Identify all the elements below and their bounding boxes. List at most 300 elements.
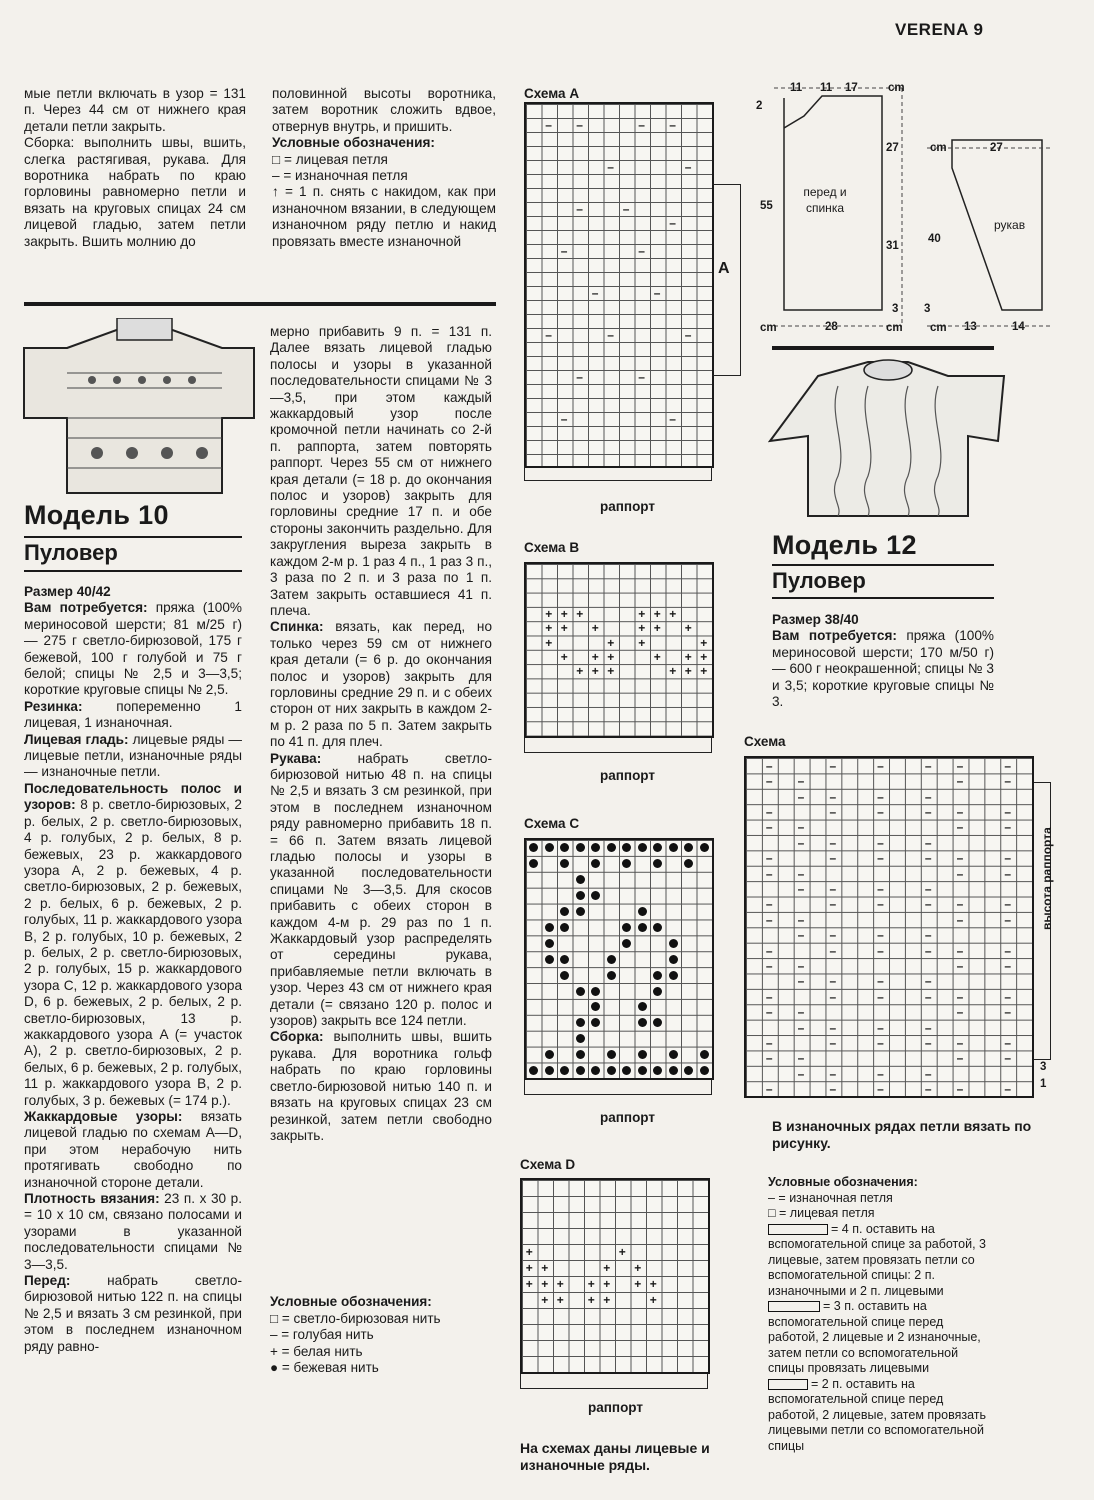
chart-dash-mark: –: [765, 897, 773, 912]
chart-dash-mark: –: [797, 881, 805, 896]
chart-dash-mark: –: [829, 989, 837, 1004]
chart-dash-mark: –: [877, 974, 884, 989]
chart-dot-mark: [545, 1050, 554, 1059]
chart-dash-mark: –: [797, 1005, 805, 1020]
chart-dash-mark: –: [956, 912, 964, 927]
chart-dot-mark: [653, 843, 662, 852]
chart-dash-mark: –: [956, 820, 964, 835]
chart-plus-mark: +: [560, 621, 568, 636]
chart-dot-mark: [576, 1034, 585, 1043]
chart-plus-mark: +: [669, 664, 677, 679]
chart-dash-mark: –: [638, 118, 645, 132]
chart-c-repeat-bracket: [524, 1080, 712, 1095]
dim-sleeve-bottom-unit: cm: [930, 322, 947, 334]
legend-white: + = белая нить: [270, 1343, 363, 1359]
model12-height-label: высота раппорта: [1040, 827, 1054, 930]
stockinette-label: Лицевая гладь:: [24, 731, 129, 747]
chart-dash-mark: –: [765, 851, 773, 866]
chart-dash-mark: –: [560, 244, 568, 258]
chart-dash-mark: –: [797, 1020, 805, 1035]
sequence-text: 8 р. светло-бирюзовых, 2 р. белых, 2 р. светло-бирюзовых, 4 р. голубых, 2 р. белых, 8 р. бежевых, 23 р. жаккардового узора A, 2 р. бежевых, 4 р. светло-бирюзовых, 2 р. бежевых, 2 р. белых, 6 р. бежевых, 2 р. голубых, 11 р. жаккардового узора B, 2 р. голубых, 10 р. бежевых, 2 р. белых, 2 р. светло-бирюзовых, 2 р. голубых, 15 р. жаккардового узора C, 12 р. жаккардового узора D, 6 р. бежевых, 2 р. белых, 2 р. светло-бирюзовых, 13 р. жаккардового узора A (= участок A), 2 р. светло-бирюзовых, 2 р. белых, 6 р. бежевых, 2 р. голубых, 11 р. жаккардового узора B, 2 р. голубых, 3 р. бежевых (= 174 р.).: [24, 797, 242, 1108]
front-text: набрать светло-бирюзовой нитью 122 п. на спицы № 2,5 и вязать 3 см резинкой, при этом в последнем изнаночном ряду равно-: [24, 1273, 242, 1354]
chart-dot-mark: [591, 859, 600, 868]
dim-sleeve-top-unit: cm: [930, 142, 947, 154]
chart-dot-mark: [700, 1066, 709, 1075]
chart-dash-mark: –: [924, 1082, 932, 1097]
chart-dot-mark: [669, 1066, 678, 1075]
chart-dot-mark: [591, 987, 600, 996]
chart-dash-mark: –: [956, 989, 964, 1004]
chart-dash-mark: –: [956, 804, 964, 819]
chart-dash-mark: –: [765, 1035, 773, 1050]
chart-dash-mark: –: [924, 928, 932, 943]
chart-dash-mark: –: [797, 912, 805, 927]
chart-plus-mark: +: [653, 621, 661, 636]
dim-bottom-1: 28: [825, 321, 838, 333]
model12-subtitle-rule: [772, 597, 994, 599]
chart-dash-mark: –: [765, 989, 773, 1004]
chart-dash-mark: –: [765, 774, 773, 789]
sleeve-label: рукав: [994, 218, 1026, 232]
dim-left-1: 2: [756, 100, 763, 112]
back-text: вязать, как перед, но только через 59 см от нижнего края детали (= 6 р. до окончания полос и узоров) закрыть для горловины средние 29 п. и с обеих сторон от них закрыть в каждом 2-м р. 2 раза по 5 п. Затем закрыть по 41 п. для плеч.: [270, 619, 492, 750]
chart-dot-mark: [529, 1066, 538, 1075]
chart-dot-mark: [669, 939, 678, 948]
chart-plus-mark: +: [638, 607, 646, 622]
chart-dash-mark: –: [1004, 1005, 1012, 1020]
chart-dot-mark: [622, 843, 631, 852]
cable-2-symbol-icon: [768, 1379, 808, 1390]
section-divider: [24, 302, 496, 306]
chart-dash-mark: –: [638, 370, 645, 384]
size-label: Размер 40/42: [24, 584, 111, 599]
chart-dash-mark: –: [877, 758, 884, 773]
chart-dash-mark: –: [653, 286, 661, 300]
model12-size: Размер 38/40: [772, 612, 859, 627]
chart-dash-mark: –: [765, 943, 773, 958]
chart-plus-mark: +: [525, 1261, 533, 1275]
front-cont-text: мерно прибавить 9 п. = 131 п. Далее вязать лицевой гладью полосы и узоры в указанной последовательности спицами № 3—3,5, при этом каждый жаккардовый узор после кромочной петли начинать со 2-й п. раппорта, затем повторять раппорт. Через 55 см от нижнего края детали (= 18 р. до окончания полос и узоров) закрыть для горловины средние 17 п. и обе стороны закончить раздельно. Для закругления выреза закрыть в каждом 2-м р. 1 раз 4 п., 1 раз 3 п., 3 раза по 2 п. и 3 раза по 1 п. Затем закрыть оставшиеся 41 п. плеча.: [270, 324, 492, 618]
chart-d-repeat-bracket: [520, 1374, 708, 1389]
chart-dash-mark: –: [576, 118, 583, 132]
chart-dot-mark: [653, 923, 662, 932]
chart-dash-mark: –: [877, 1066, 884, 1081]
chart-dash-mark: –: [924, 804, 932, 819]
chart-dash-mark: –: [877, 1082, 884, 1097]
chart-plus-mark: +: [607, 649, 615, 664]
chart-dash-mark: –: [956, 866, 964, 881]
chart-dash-mark: –: [829, 1035, 837, 1050]
chart-dash-mark: –: [797, 974, 805, 989]
dim-sleeve-side: 40: [928, 233, 941, 245]
chart-dash-mark: –: [765, 820, 773, 835]
chart-dot-mark: [591, 843, 600, 852]
prev-text-3: половинной высоты воротника, затем воротник сложить вдвое, отвернув внутрь, и пришить.: [272, 86, 496, 134]
chart-plus-mark: +: [638, 635, 646, 650]
chart-plus-mark: +: [603, 1277, 611, 1291]
chart-a-bracket: [712, 184, 741, 376]
chart-plus-mark: +: [576, 664, 584, 679]
dim-top-2: 11: [820, 82, 833, 94]
legend-beige: ● = бежевая нить: [270, 1360, 379, 1376]
gauge-label: Плотность вязания:: [24, 1191, 160, 1207]
chart-dot-mark: [653, 1018, 662, 1027]
model12-needs-label: Вам потребуется:: [772, 628, 897, 644]
dim-sleeve-side-2: 3: [924, 303, 931, 315]
chart-d-grid: [520, 1178, 710, 1374]
chart-dot-mark: [638, 843, 647, 852]
legend-light-turquoise: □ = светло-бирюзовая нить: [270, 1310, 441, 1326]
chart-c-caption: раппорт: [600, 1110, 655, 1125]
chart-dot-mark: [576, 987, 585, 996]
chart-dot-mark: [607, 1050, 616, 1059]
chart-dash-mark: –: [797, 820, 805, 835]
legend-cable-2: [768, 1377, 992, 1455]
gauge-text: 23 п. х 30 р. = 10 х 10 см, связано полосами и узорами в указанной последовательности спицами № 3—3,5.: [24, 1191, 242, 1272]
chart-plus-mark: +: [541, 1293, 549, 1307]
chart-dot-mark: [622, 939, 631, 948]
chart-plus-mark: +: [556, 1277, 564, 1291]
chart-plus-mark: +: [649, 1277, 657, 1291]
chart-plus-mark: +: [591, 649, 599, 664]
legend-cable-4-text: = 4 п. оставить на вспомогательной спице за работой, 3 лицевые, затем провязать петли со вспомогательной спицы: 2 п. изнаночными и 2 п. лицевыми: [768, 1221, 986, 1298]
chart-dot-mark: [622, 1066, 631, 1075]
legend-cable-3: [768, 1299, 992, 1377]
body-label: перед и спинка: [803, 185, 847, 215]
legend-cable-3-text: = 3 п. оставить на вспомогательной спице перед работой, 2 лицевые и 2 изнаночные, затем петли со вспомогательной спицы провязать лицевыми: [768, 1299, 981, 1375]
chart-dot-mark: [607, 1066, 616, 1075]
chart-dash-mark: –: [877, 928, 884, 943]
legend-blue: – = голубая нить: [270, 1327, 374, 1343]
chart-dash-mark: –: [924, 1066, 932, 1081]
chart-dot-mark: [560, 923, 569, 932]
chart-dash-mark: –: [765, 1005, 773, 1020]
chart-dash-mark: –: [1004, 820, 1012, 835]
chart-plus-mark: +: [653, 607, 661, 622]
chart-dash-mark: –: [576, 202, 583, 216]
legend-cable-2-text: = 2 п. оставить на вспомогательной спице перед работой, 2 лицевые, затем провязать лицевыми петли со вспомогательной спицы: [768, 1376, 986, 1453]
front-label: Перед:: [24, 1273, 71, 1289]
chart-dash-mark: –: [765, 958, 773, 973]
chart-dot-mark: [669, 971, 678, 980]
chart-dash-mark: –: [877, 943, 884, 958]
chart-d-caption: раппорт: [588, 1400, 643, 1415]
assembly-text: выполнить швы, вшить рукава. Для воротника гольф набрать по краю горловины светло-бирюзовой нитью 140 п. и вязать на круговых спицах 23 см резинкой, затем петли свободно закрыть.: [270, 1029, 492, 1143]
model12-note: В изнаночных рядах петли вязать по рисунку.: [772, 1118, 1032, 1151]
chart-dot-mark: [576, 875, 585, 884]
chart-plus-mark: +: [669, 607, 677, 622]
legend-purl: – = изнаночная петля: [768, 1190, 893, 1205]
chart-plus-mark: +: [634, 1277, 642, 1291]
chart-dash-mark: –: [545, 118, 552, 132]
chart-a-grid: [524, 102, 714, 468]
chart-dot-mark: [545, 939, 554, 948]
chart-d-title: Схема D: [520, 1157, 576, 1172]
chart-b-caption: раппорт: [600, 768, 655, 783]
chart-dash-mark: –: [669, 412, 676, 426]
chart-dash-mark: –: [924, 851, 932, 866]
chart-dot-mark: [669, 1050, 678, 1059]
chart-dash-mark: –: [1004, 851, 1012, 866]
chart-dot-mark: [700, 843, 709, 852]
needs-label: Вам потребуется:: [24, 600, 148, 616]
chart-dash-mark: –: [622, 202, 630, 216]
model10-subtitle: Пуловер: [24, 540, 118, 565]
chart-plus-mark: +: [545, 635, 553, 650]
chart-dash-mark: –: [765, 758, 773, 773]
chart-dash-mark: –: [956, 1005, 964, 1020]
chart-plus-mark: +: [545, 621, 553, 636]
chart-dash-mark: –: [797, 774, 805, 789]
prev-text-2: Сборка: выполнить швы, вшить, слегка растягивая, рукава. Для воротника набрать по краю горловины равномерно петли и вязать на круговых спицах 24 см лицевой гладью, затем петли закрыть. Вшить молнию до: [24, 135, 246, 249]
jacquard-label: Жаккардовые узоры:: [24, 1109, 183, 1124]
jacquard-text: вязать лицевой гладью по схемам A—D, при этом нерабочую нить протягивать свободно по изнаночной стороне детали.: [24, 1109, 242, 1190]
chart-dash-mark: –: [765, 912, 773, 927]
chart-plus-mark: +: [700, 664, 708, 679]
prev-article-col2: [272, 86, 496, 250]
chart-dash-mark: –: [797, 958, 805, 973]
chart-dot-mark: [576, 907, 585, 916]
dim-right-1: 27: [886, 142, 899, 154]
chart-dash-mark: –: [797, 866, 805, 881]
chart-dash-mark: –: [684, 160, 692, 174]
chart-dash-mark: –: [829, 881, 837, 896]
chart-plus-mark: +: [545, 607, 553, 622]
chart-dash-mark: –: [638, 244, 645, 258]
model12-title: Модель 12: [772, 530, 917, 560]
chart-plus-mark: +: [649, 1293, 657, 1307]
chart-a-title: Схема A: [524, 86, 580, 101]
chart-dash-mark: –: [1004, 912, 1012, 927]
model12-text: [772, 612, 994, 710]
chart-plus-mark: +: [653, 649, 661, 664]
chart-dot-mark: [529, 859, 538, 868]
model12-needs: пряжа (100% мериносовой шерсти; 170 м/50 г) — 600 г неокрашенной; спицы № 3 и 3,5; короткие круговые спицы № 3.: [772, 628, 994, 710]
chart-dash-mark: –: [956, 851, 964, 866]
model10-legend: [270, 1294, 492, 1377]
chart-plus-mark: +: [607, 664, 615, 679]
chart-dash-mark: –: [956, 758, 964, 773]
chart-dash-mark: –: [829, 1020, 837, 1035]
chart-dash-mark: –: [797, 835, 805, 850]
legend-cable-4: [768, 1222, 992, 1300]
back-label: Спинка:: [270, 619, 324, 635]
chart-dot-mark: [576, 1018, 585, 1027]
chart-dash-mark: –: [924, 974, 932, 989]
chart-dash-mark: –: [829, 943, 837, 958]
chart-dot-mark: [576, 1050, 585, 1059]
chart-dot-mark: [529, 843, 538, 852]
chart-dot-mark: [653, 859, 662, 868]
prev-legend-3: ↑ = 1 п. снять с накидом, как при изнаночном вязании, в следующем изнаночном ряду петлю и накид провязать вместе изнаночной: [272, 184, 496, 249]
chart-dash-mark: –: [1004, 1051, 1012, 1066]
chart-plus-mark: +: [525, 1277, 533, 1291]
prev-text-1: мые петли включать в узор = 131 п. Через 44 см от нижнего края детали петли закрыть.: [24, 86, 246, 134]
chart-plus-mark: +: [587, 1293, 595, 1307]
chart-plus-mark: +: [607, 635, 615, 650]
chart-dot-mark: [591, 1002, 600, 1011]
prev-legend-title: Условные обозначения:: [272, 135, 435, 151]
legend-knit: □ = лицевая петля: [768, 1206, 875, 1220]
dim-sleeve-bottom-2: 14: [1012, 321, 1025, 333]
sweater-model10-illustration: [22, 318, 260, 494]
dim-right-unit: cm: [886, 322, 903, 334]
chart-plus-mark: +: [541, 1261, 549, 1275]
model12-title-rule: [772, 564, 994, 566]
chart-plus-mark: +: [618, 1245, 626, 1259]
model12-row-1: 1: [1040, 1078, 1047, 1090]
chart-dot-mark: [669, 843, 678, 852]
chart-dash-mark: –: [956, 1082, 964, 1097]
sequence-label: Последовательность полос и узоров:: [24, 780, 242, 813]
sleeves-text: набрать светло-бирюзовой нитью 48 п. на спицы № 2,5 и вязать 3 см резинкой, при этом в последнем изнаночном ряду равномерно прибавить 18 п. = 66 п. Затем вязать лицевой гладью полосы и узоры в указанной последовательности спицами № 3—3,5. Для скосов прибавить с обеих сторон в каждом 4-м р. 29 раз по 1 п. Жаккардовый узор распределять от середины рукава, прибавляемые петли включать в узор. Через 43 см от нижнего края детали (= связано 120 р. полос и узоров) закрыть все 124 петли.: [270, 750, 492, 1029]
chart-plus-mark: +: [634, 1261, 642, 1275]
chart-dash-mark: –: [797, 928, 805, 943]
chart-dash-mark: –: [829, 804, 837, 819]
dim-sleeve-bottom-1: 13: [964, 321, 977, 333]
chart-plus-mark: +: [684, 649, 692, 664]
chart-dot-mark: [684, 859, 693, 868]
chart-dash-mark: –: [924, 789, 932, 804]
chart-plus-mark: +: [525, 1245, 533, 1259]
prev-article-col1: [24, 86, 246, 250]
chart-dash-mark: –: [829, 1082, 837, 1097]
chart-dash-mark: –: [684, 328, 692, 342]
chart-dash-mark: –: [877, 897, 884, 912]
chart-dot-mark: [560, 955, 569, 964]
chart-dash-mark: –: [924, 1035, 932, 1050]
chart-dot-mark: [607, 843, 616, 852]
chart-dash-mark: –: [576, 370, 583, 384]
chart-dash-mark: –: [607, 328, 614, 342]
chart-dash-mark: –: [1004, 897, 1012, 912]
model10-title: Модель 10: [24, 500, 169, 530]
chart-b-grid: [524, 562, 714, 738]
chart-a-repeat-bracket: [524, 466, 712, 481]
chart-dash-mark: –: [560, 412, 568, 426]
chart-dot-mark: [638, 1050, 647, 1059]
chart-dash-mark: –: [1004, 1035, 1012, 1050]
model12-legend-title: Условные обозначения:: [768, 1175, 918, 1189]
chart-plus-mark: +: [700, 635, 708, 650]
dim-left-2: 55: [760, 200, 773, 212]
chart-dash-mark: –: [607, 160, 614, 174]
assembly-label: Сборка:: [270, 1029, 324, 1045]
chart-dot-mark: [638, 1066, 647, 1075]
sweater-model12-illustration: [768, 356, 1008, 528]
chart-b-title: Схема B: [524, 540, 580, 555]
chart-dot-mark: [684, 1066, 693, 1075]
chart-dash-mark: –: [924, 897, 932, 912]
chart-dot-mark: [591, 891, 600, 900]
dim-left-unit: cm: [760, 322, 777, 334]
chart-dot-mark: [607, 971, 616, 980]
chart-dot-mark: [653, 1066, 662, 1075]
chart-dot-mark: [545, 1066, 554, 1075]
chart-dash-mark: –: [1004, 774, 1012, 789]
chart-dash-mark: –: [829, 1066, 837, 1081]
chart-dash-mark: –: [877, 989, 884, 1004]
chart-dot-mark: [560, 859, 569, 868]
chart-dash-mark: –: [1004, 758, 1012, 773]
chart-dash-mark: –: [956, 897, 964, 912]
chart-dot-mark: [638, 923, 647, 932]
dim-sleeve-top: 27: [990, 142, 1003, 154]
chart-dash-mark: –: [1004, 866, 1012, 881]
model12-chart-title: Схема: [744, 734, 786, 749]
chart-dash-mark: –: [924, 1020, 932, 1035]
chart-dash-mark: –: [956, 943, 964, 958]
rib-label: Резинка:: [24, 698, 83, 714]
chart-a-caption: раппорт: [600, 499, 655, 514]
chart-dash-mark: –: [956, 958, 964, 973]
chart-dash-mark: –: [1004, 1082, 1012, 1097]
chart-dot-mark: [653, 987, 662, 996]
chart-dash-mark: –: [1004, 943, 1012, 958]
chart-dash-mark: –: [829, 851, 837, 866]
chart-dot-mark: [560, 843, 569, 852]
chart-plus-mark: +: [591, 664, 599, 679]
cable-4-symbol-icon: [768, 1224, 828, 1235]
section-divider-right: [772, 346, 994, 350]
chart-dash-mark: –: [877, 804, 884, 819]
chart-dash-mark: –: [765, 1051, 773, 1066]
chart-dash-mark: –: [924, 758, 932, 773]
dim-right-3: 3: [892, 303, 899, 315]
chart-dot-mark: [591, 1018, 600, 1027]
chart-dash-mark: –: [877, 1020, 884, 1035]
model10-subtitle-rule: [24, 570, 242, 572]
chart-dash-mark: –: [877, 789, 884, 804]
chart-dot-mark: [638, 1002, 647, 1011]
prev-legend-2: – = изнаночная петля: [272, 168, 408, 184]
chart-dash-mark: –: [829, 789, 837, 804]
chart-plus-mark: +: [603, 1261, 611, 1275]
chart-dash-mark: –: [829, 835, 837, 850]
chart-dash-mark: –: [924, 989, 932, 1004]
chart-dash-mark: –: [1004, 989, 1012, 1004]
chart-dash-mark: –: [829, 974, 837, 989]
model12-row-3: 3: [1040, 1061, 1047, 1073]
model10-col1: [24, 584, 242, 1355]
chart-dot-mark: [653, 971, 662, 980]
chart-dot-mark: [591, 1066, 600, 1075]
chart-plus-mark: +: [541, 1277, 549, 1291]
chart-dot-mark: [576, 891, 585, 900]
dim-top-3: 17: [845, 82, 858, 94]
chart-plus-mark: +: [684, 664, 692, 679]
chart-dot-mark: [545, 955, 554, 964]
chart-dash-mark: –: [877, 881, 884, 896]
chart-dash-mark: –: [829, 897, 837, 912]
chart-plus-mark: +: [560, 649, 568, 664]
chart-plus-mark: +: [591, 621, 599, 636]
chart-plus-mark: +: [684, 621, 692, 636]
chart-c-title: Схема C: [524, 816, 580, 831]
chart-dash-mark: –: [956, 1051, 964, 1066]
chart-dash-mark: –: [877, 851, 884, 866]
chart-dot-mark: [560, 971, 569, 980]
chart-dot-mark: [622, 859, 631, 868]
chart-dash-mark: –: [956, 1035, 964, 1050]
pattern-schematic: [752, 78, 1052, 340]
chart-dot-mark: [669, 955, 678, 964]
chart-dash-mark: –: [797, 1066, 805, 1081]
chart-dash-mark: –: [765, 804, 773, 819]
model12-subtitle: Пуловер: [772, 568, 866, 593]
chart-dot-mark: [684, 843, 693, 852]
chart-plus-mark: +: [603, 1293, 611, 1307]
